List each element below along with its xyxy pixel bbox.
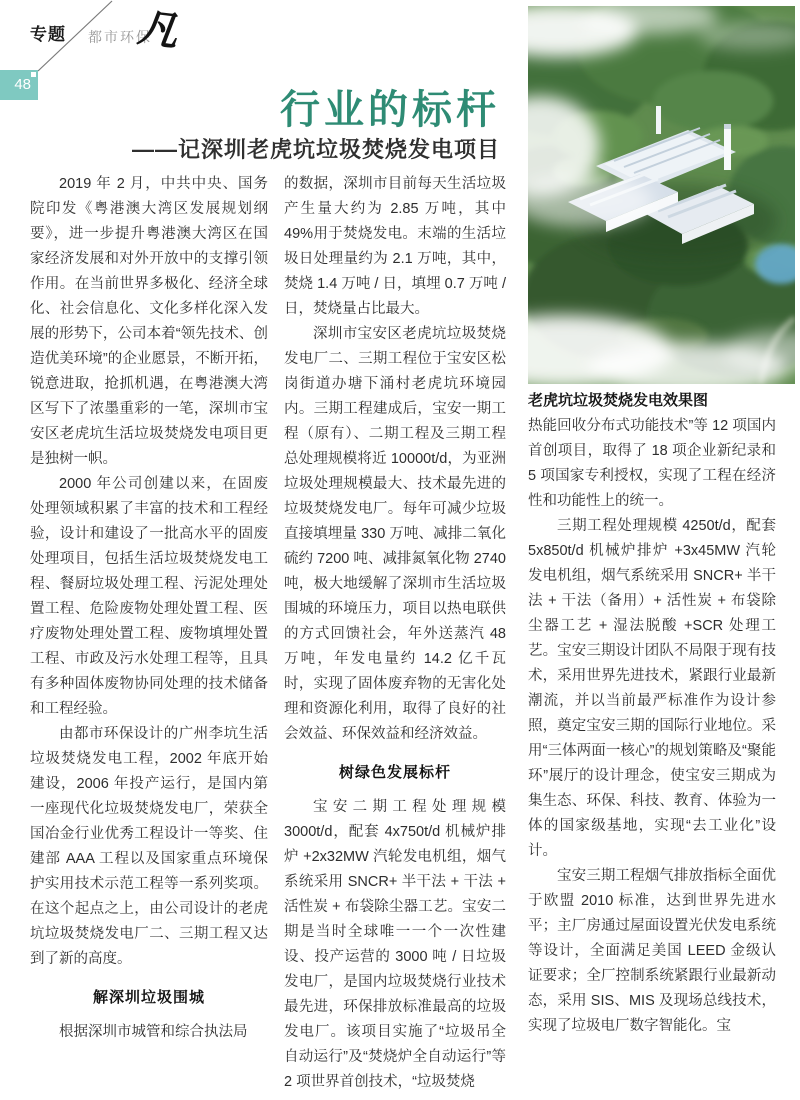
paragraph: 三期工程处理规模 4250t/d，配套 5x850t/d 机械炉排炉 +3x45MW 汽轮发电机组，烟气系统采用 SNCR+ 半干法 + 干法（备用）+ 活性炭 + 布袋除尘器工艺 + 湿法脱酸 +SCR 处理工艺。宝安三期设计团队不局限于现有技术，采用世界先进技术，紧跟行业最新潮流，并以当前最严标准作为设计参照，奠定宝安三期的国际行业地位。采用“三体两面一核心”的规划策略及“聚能环”展厅的设计理念，使宝安三期成为集生态、环保、科技、教育、体验为一体的国家级基地，实现“去工业化”设计。 [528,518,776,859]
article-title: 行业的标杆 [280,88,500,132]
brand-logo-glyph: 凡 [135,4,181,55]
chimney [724,124,731,170]
paragraph: 宝安二期工程处理规模 3000t/d，配套 4x750t/d 机械炉排炉 +2x32MW 汽轮发电机组，烟气系统采用 SNCR+ 半干法 + 干法 + 活性炭 + 布袋除尘器工艺。宝安二期是当时全球唯一一个一次性建设、投产运营的 3000 吨 / 日垃圾发电厂，是国内垃圾焚烧行业技术最先进，环保排放标准最高的垃圾发电厂。该项目实施了“垃圾吊全自动运行”及“焚烧炉全自动运行”等 2 项世界首创技术，“垃圾焚烧 [284,799,506,1090]
paragraph: 的数据，深圳市目前每天生活垃圾产生量大约为 2.85 万吨，其中 49%用于焚烧发电。末端的生活垃圾日处理量约为 2.1 万吨，其中，焚烧 1.4 万吨 / 日，填埋 0.7 万吨 / 日，焚烧量占比最大。 [284,176,506,317]
text-column-1 [30,172,268,1045]
photo-caption: 老虎坑垃圾焚烧发电效果图 [528,392,709,409]
paragraph: 2000 年公司创建以来，在固废处理领域积累了丰富的技术和工程经验，设计和建设了一批高水平的固废处理项目，包括生活垃圾焚烧发电工程、餐厨垃圾处理工程、污泥处理处置工程、危险废物处理处置工程、医疗废物处理处置工程、废物填埋处置工程、市政及污水处理工程等，且具有多种固体废物协同处理的技术储备和工程经验。 [30,476,268,717]
plant-rendering-photo [528,6,795,384]
text-column-3 [528,414,776,1039]
plant-rendering-illustration [528,6,795,384]
brand-name: 都市环保 [88,31,152,46]
article-subtitle: ——记深圳老虎坑垃圾焚烧发电项目 [131,137,500,162]
section-heading: 树绿色发展标杆 [338,764,451,781]
section-label: 专题 [30,25,66,44]
text-column-2 [284,172,506,1095]
paragraph: 2019 年 2 月，中共中央、国务院印发《粤港澳大湾区发展规划纲要》，进一步提升粤港澳大湾区在国家经济发展和对外开放中的支撑引领作用。在当前世界多极化、经济全球化、社会信息化、文化多样化深入发展的形势下，公司本着“领先技术、创造优美环境”的企业愿景，不断开拓，锐意进取，抢抓机遇，在粤港澳大湾区写下了浓墨重彩的一笔，深圳市宝安区老虎坑生活垃圾焚烧发电项目更是独树一帜。 [30,176,268,467]
paragraph: 宝安三期工程烟气排放指标全面优于欧盟 2010 标准，达到世界先进水平；主厂房通过屋面设置光伏发电系统等设计，全面满足美国 LEED 金级认证要求；全厂控制系统紧跟行业最新动态，采用 SIS、MIS 及现场总线技术，实现了垃圾电厂数字智能化。宝 [528,868,776,1034]
paragraph: 深圳市宝安区老虎坑垃圾焚烧发电厂二、三期工程位于宝安区松岗街道办塘下涌村老虎坑环境园内。三期工程建成后，宝安一期工程（原有）、二期工程及三期工程总处理规模将近 10000t/d，为亚洲垃圾处理规模最大、技术最先进的垃圾焚烧发电厂。每年可减少垃圾直接填埋量 330 万吨、减排二氧化硫约 7200 吨、减排氮氧化物 2740 吨，极大地缓解了深圳市生活垃圾围城的环境压力，项目以热电联供的方式回馈社会，年外送蒸汽 48 万吨，年发电量约 14.2 亿千瓦时，实现了固体废弃物的无害化处理和资源化利用，取得了良好的社会效益、环保效益和经济效益。 [284,326,506,742]
page-number-tab [0,70,38,100]
paragraph: 热能回收分布式功能技术”等 12 项国内首创项目，取得了 18 项企业新纪录和 5 项国家专利授权，实现了工程在经济性和功能性上的统一。 [528,418,776,509]
paragraph: 由都市环保设计的广州李坑生活垃圾焚烧发电工程，2002 年底开始建设，2006 年投产运行，是国内第一座现代化垃圾焚烧发电厂，荣获全国冶金行业优秀工程设计一等奖、住建部 AAA 工程以及国家重点环境保护实用技术示范工程等一系列奖项。在这个起点之上，由公司设计的老虎坑垃圾焚烧发电厂二、三期工程又达到了新的高度。 [30,726,268,967]
section-heading: 解深圳垃圾围城 [92,989,205,1006]
tab-corner-square [31,72,36,77]
tower [656,106,661,134]
paragraph: 根据深圳市城管和综合执法局 [59,1024,248,1040]
page-number: 48 [14,76,31,93]
